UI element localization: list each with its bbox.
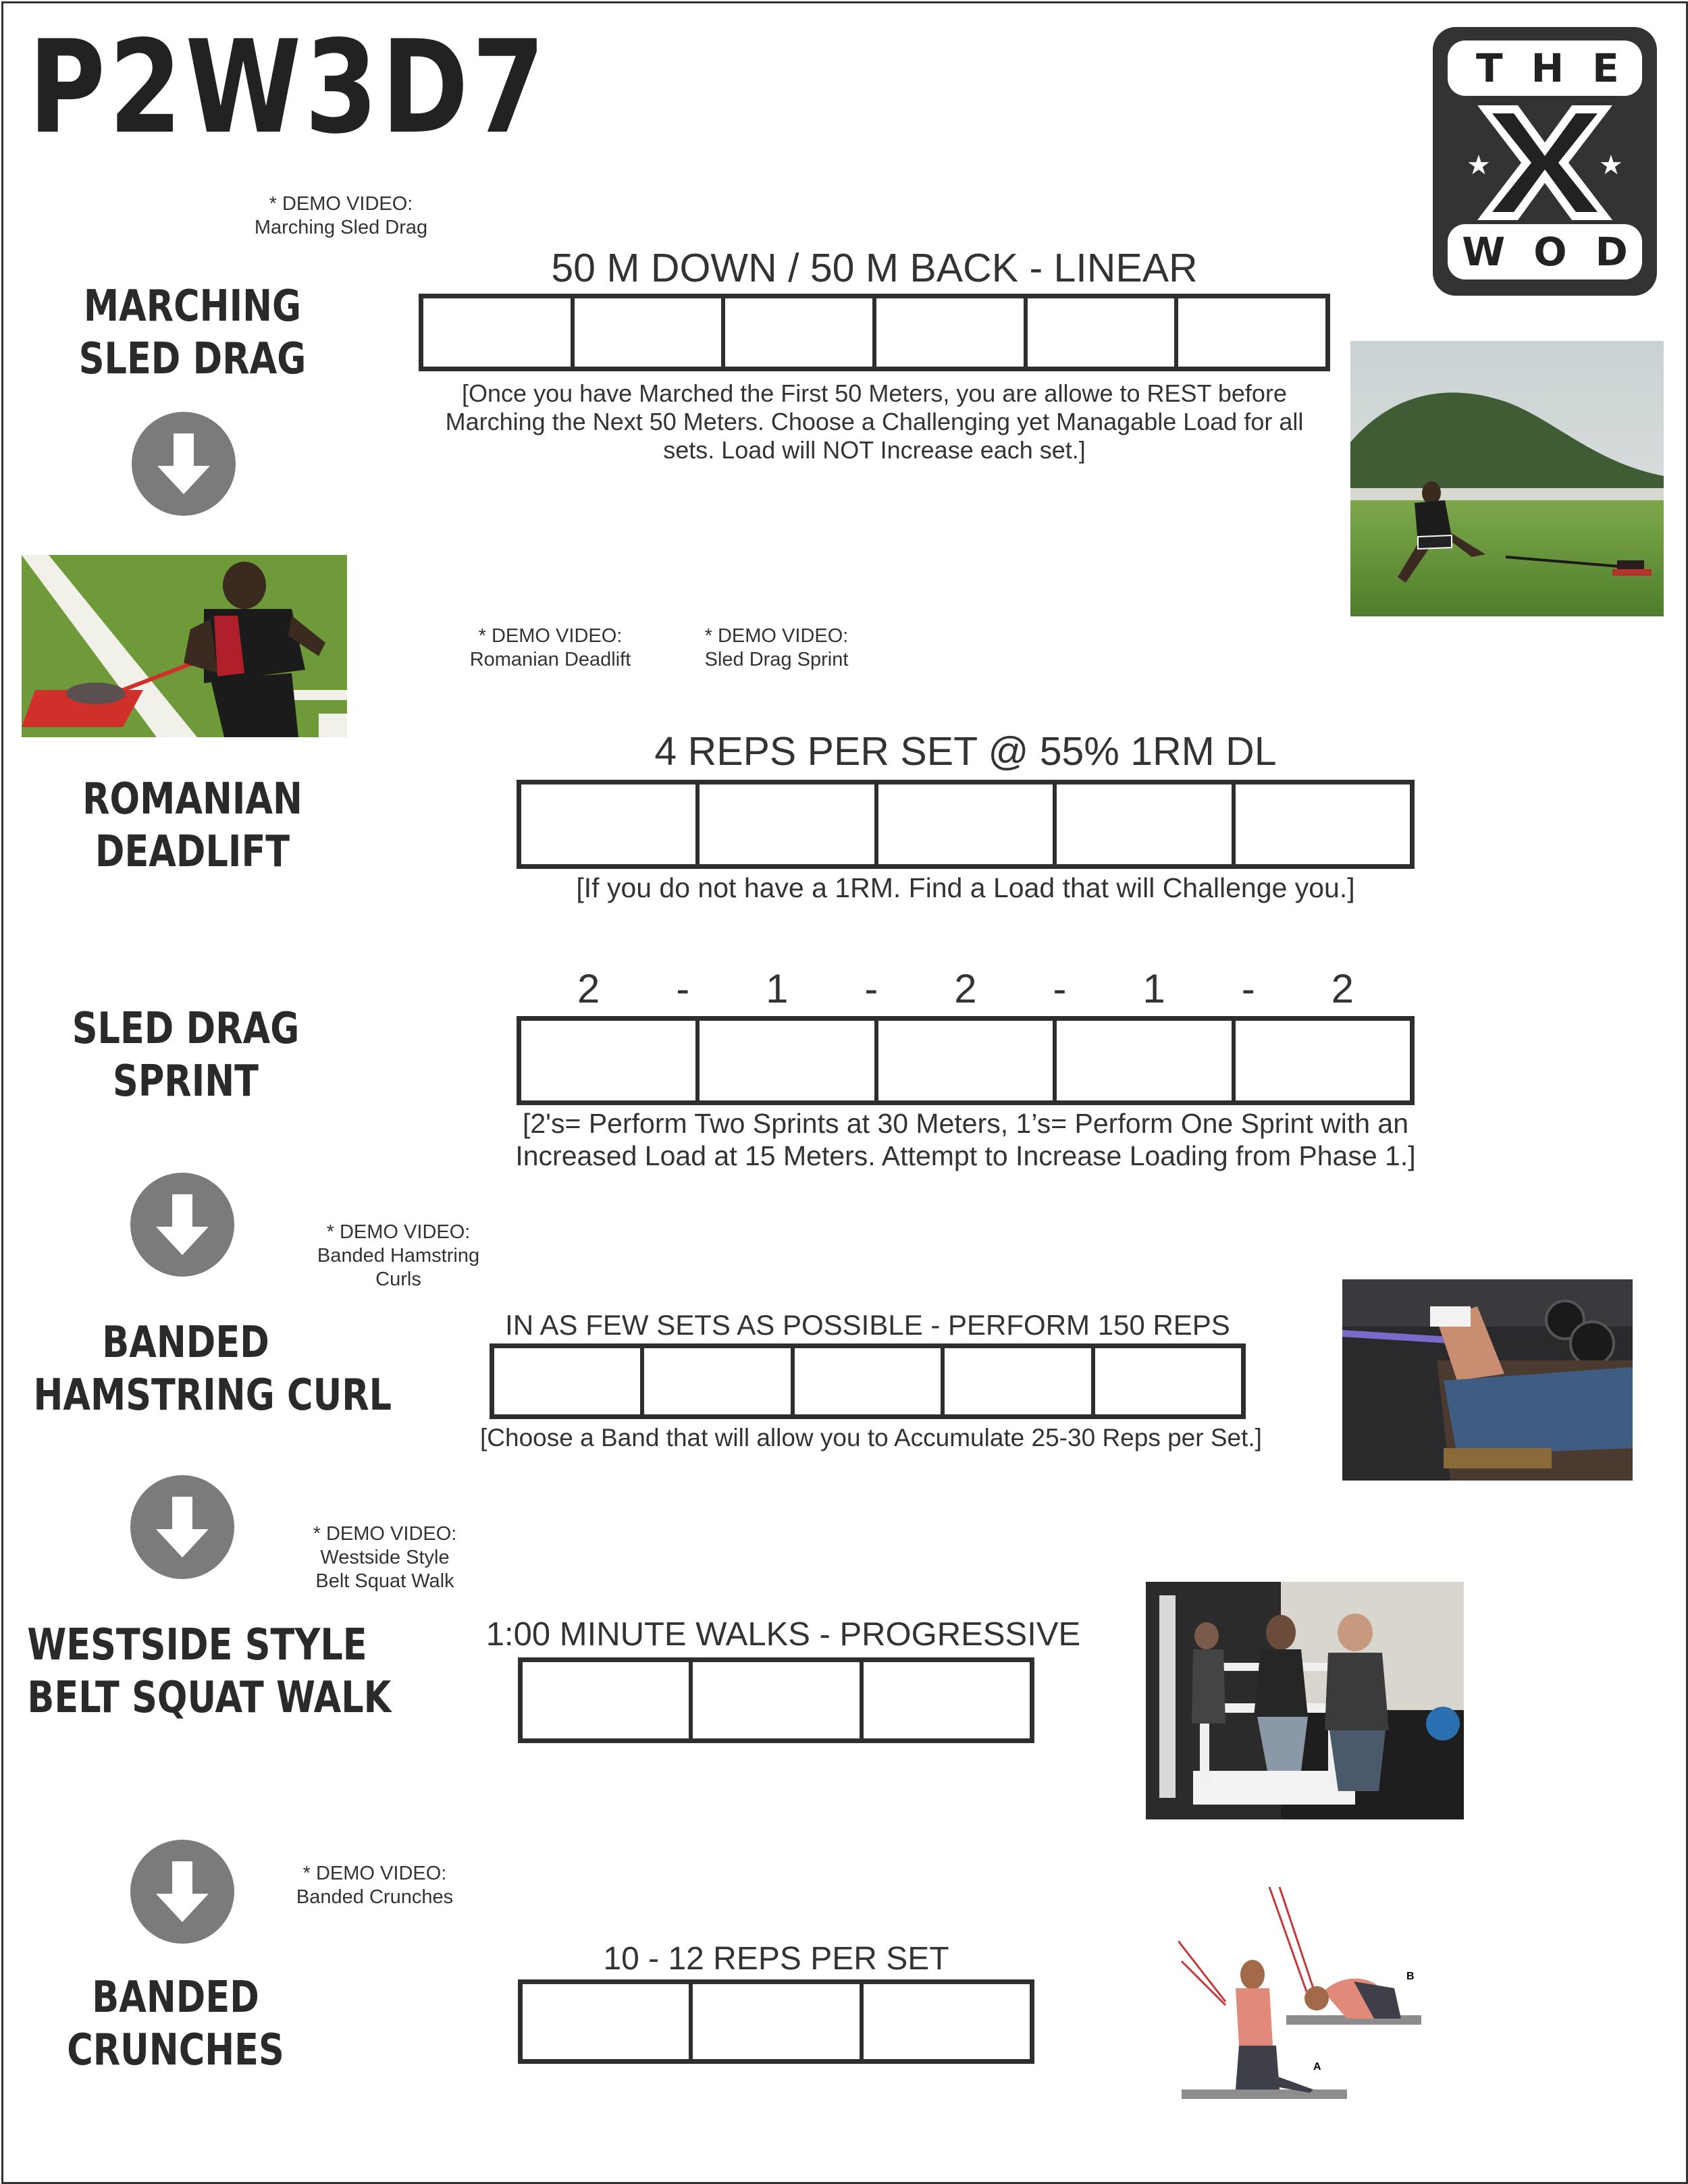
page-title: P2W3D7 [28,13,549,162]
exercise-name-line: BANDED [92,1973,259,2023]
set-box[interactable] [1236,784,1410,864]
demo-video-link-banded-crunches[interactable] [270,1862,479,1909]
svg-text:★: ★ [1467,150,1491,181]
marching-sled-drag-photo [1350,341,1664,616]
set-box[interactable] [1178,298,1325,367]
down-arrow-icon [129,1171,236,1278]
exercise-name-line: BANDED [102,1318,269,1368]
set-box[interactable] [523,1984,693,2059]
set-box[interactable] [1028,298,1179,367]
set-boxes-banded-crunches[interactable] [518,1979,1034,2064]
set-box[interactable] [521,784,700,864]
exercise-name-line: DEADLIFT [95,827,290,877]
exercise-name-line: BELT SQUAT WALK [27,1673,392,1723]
demo-label: * DEMO VIDEO: [269,193,413,215]
demo-title: Curls [375,1269,421,1290]
note-marching-sled-drag [392,379,1357,464]
demo-label: * DEMO VIDEO: [302,1863,447,1884]
svg-text:★: ★ [1599,150,1623,181]
sequence-separator: - [1053,966,1067,1011]
set-box[interactable] [644,1348,794,1414]
belt-squat-walk-photo [1146,1582,1464,1819]
exercise-name-line: HAMSTRING CURL [33,1370,392,1420]
crunch-position-b-label: B [1406,1971,1415,1982]
logo-bottom-text [1448,224,1656,279]
logo-top-text [1448,41,1647,96]
demo-video-link-sled-drag-sprint[interactable] [675,624,878,672]
set-box[interactable] [1057,1021,1235,1100]
exercise-name-sled-drag-sprint [50,1003,321,1108]
sled-drag-photo [22,555,347,737]
set-box[interactable] [700,784,878,864]
set-box[interactable] [876,298,1028,367]
set-header-romanian-deadlift: 4 REPS PER SET @ 55% 1RM DL [654,729,1277,774]
exercise-name-marching-sled-drag [57,280,328,385]
note-line: [If you do not have a 1RM. Find a Load that will Challenge you.] [576,872,1355,903]
sequence-value: 1 [1142,966,1165,1011]
set-boxes-romanian-deadlift[interactable] [517,780,1415,869]
set-box[interactable] [795,1348,945,1414]
logo-bottom-label: WOD [1462,229,1656,275]
the-x-wod-logo [1430,24,1660,298]
set-box[interactable] [423,298,575,367]
set-header-westside-belt-squat-walk: 1:00 MINUTE WALKS - PROGRESSIVE [485,1616,1081,1653]
note-line: [Choose a Band that will allow you to Accumulate 25-30 Reps per Set.] [480,1424,1262,1451]
set-boxes-westside-belt-squat-walk[interactable] [518,1657,1034,1743]
logo-top-label: THE [1476,45,1647,91]
set-box[interactable] [878,1021,1057,1100]
set-box[interactable] [864,1662,1030,1738]
exercise-name-banded-crunches [43,1971,309,2077]
set-header-marching-sled-drag: 50 M DOWN / 50 M BACK - LINEAR [551,246,1198,290]
demo-title: Banded Hamstring [317,1245,480,1267]
note-sled-drag-sprint [446,1107,1485,1172]
set-sequence-sled-drag-sprint [577,965,1354,1013]
exercise-name-line: WESTSIDE STYLE [27,1620,367,1670]
sequence-separator: - [1241,966,1255,1011]
demo-video-link-banded-hamstring-curls[interactable] [297,1221,500,1291]
set-box[interactable] [693,1662,863,1738]
down-arrow-icon [130,410,237,517]
note-line: [2's= Perform Two Sprints at 30 Meters, 1’s= Perform One Sprint with an [522,1108,1409,1139]
exercise-name-line: SLED DRAG [78,334,307,384]
demo-label: * DEMO VIDEO: [478,625,623,647]
demo-video-link-marching-sled-drag[interactable] [230,192,452,240]
sequence-separator: - [864,966,878,1011]
sequence-value: 2 [577,966,600,1011]
set-boxes-banded-hamstring-curl[interactable] [490,1343,1246,1419]
note-romanian-deadlift [473,871,1458,905]
banded-crunches-photo [1178,1887,1435,2110]
set-box[interactable] [521,1021,700,1100]
set-box[interactable] [864,1984,1030,2059]
demo-title: Sled Drag Sprint [704,649,849,670]
set-header-banded-hamstring-curl: IN AS FEW SETS AS POSSIBLE - PERFORM 150 REPS [505,1309,1230,1341]
sequence-separator: - [676,966,690,1011]
exercise-name-banded-hamstring-curl [33,1316,392,1422]
demo-title: Romanian Deadlift [469,649,631,670]
note-line: Increased Load at 15 Meters. Attempt to Increase Loading from Phase 1.] [515,1140,1416,1171]
set-boxes-marching-sled-drag[interactable] [419,294,1330,371]
demo-label: * DEMO VIDEO: [326,1221,471,1243]
exercise-name-line: ROMANIAN [82,774,302,824]
sequence-value: 2 [954,966,977,1011]
demo-title: Westside Style [320,1547,450,1568]
crunch-position-a-label: A [1313,2061,1321,2073]
banded-hamstring-curl-photo [1342,1279,1633,1481]
exercise-name-line: SLED DRAG [72,1004,300,1054]
demo-label: * DEMO VIDEO: [313,1523,457,1545]
set-box[interactable] [1236,1021,1410,1100]
set-box[interactable] [575,298,726,367]
set-header-banded-crunches: 10 - 12 REPS PER SET [603,1941,949,1977]
sequence-value: 1 [766,966,789,1011]
demo-label: * DEMO VIDEO: [704,625,849,647]
demo-title: Marching Sled Drag [254,217,428,238]
demo-video-link-romanian-deadlift[interactable] [442,624,658,672]
set-boxes-sled-drag-sprint[interactable] [517,1016,1415,1105]
set-box[interactable] [494,1348,644,1414]
set-box[interactable] [1095,1348,1241,1414]
set-box[interactable] [1057,784,1235,864]
note-line: sets. Load will NOT Increase each set.] [663,436,1086,464]
note-line: Marching the Next 50 Meters. Choose a Challenging yet Managable Load for all [445,408,1304,435]
note-line: [Once you have Marched the First 50 Meters, you are allowe to REST before [462,379,1287,407]
sequence-value: 2 [1331,966,1354,1011]
down-arrow-icon [129,1838,236,1945]
set-box[interactable] [725,298,876,367]
exercise-name-line: SPRINT [113,1057,259,1107]
exercise-name-line: CRUNCHES [67,2025,284,2075]
exercise-name-line: MARCHING [83,282,302,331]
set-box[interactable] [945,1348,1094,1414]
demo-video-link-westside-belt-squat-walk[interactable] [284,1522,486,1593]
note-banded-hamstring-curl [446,1422,1296,1454]
down-arrow-icon [129,1474,236,1580]
demo-title: Banded Crunches [296,1886,454,1908]
demo-title: Belt Squat Walk [315,1570,454,1592]
set-box[interactable] [700,1021,878,1100]
set-box[interactable] [878,784,1057,864]
exercise-name-westside-belt-squat-walk [27,1619,392,1724]
set-box[interactable] [523,1662,693,1738]
exercise-name-romanian-deadlift [57,773,328,878]
set-box[interactable] [693,1984,863,2059]
